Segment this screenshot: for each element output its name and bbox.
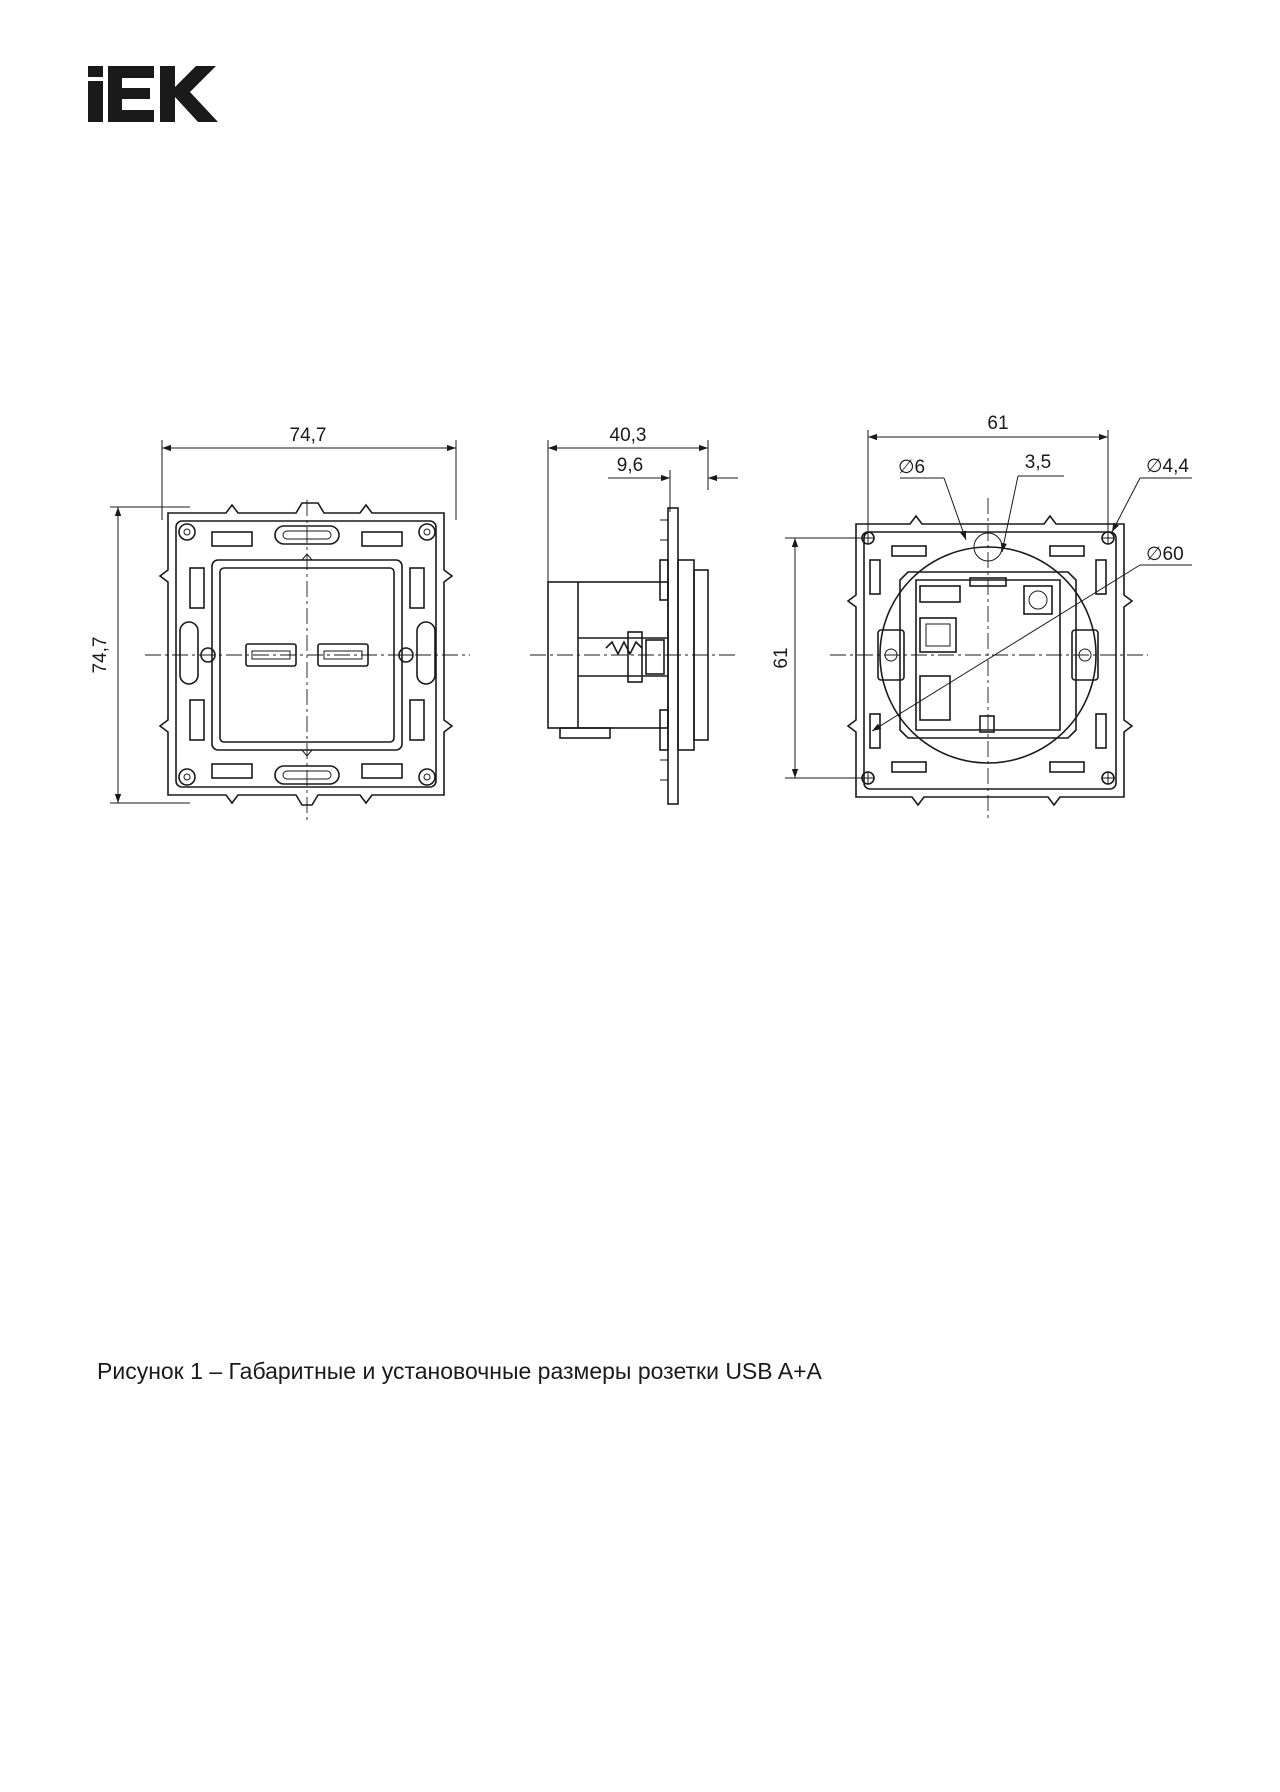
side-depth-label: 40,3 [609, 425, 647, 446]
side-view [530, 425, 738, 804]
front-view [90, 425, 470, 822]
front-height-label: 74,7 [90, 636, 111, 674]
back-width-label: 61 [987, 413, 1009, 434]
side-offset-label: 9,6 [616, 455, 644, 476]
back-view [771, 413, 1192, 820]
back-height-label: 61 [771, 647, 792, 669]
hole-d44-label: ∅4,4 [1146, 456, 1189, 477]
hole-d6-label: ∅6 [898, 457, 926, 478]
gap-label: 3,5 [1024, 452, 1052, 473]
circle-d60-label: ∅60 [1146, 544, 1184, 565]
front-width-label: 74,7 [289, 425, 327, 446]
figure-caption: Рисунок 1 – Габаритные и установочные размеры розетки USB A+A [97, 1358, 822, 1384]
